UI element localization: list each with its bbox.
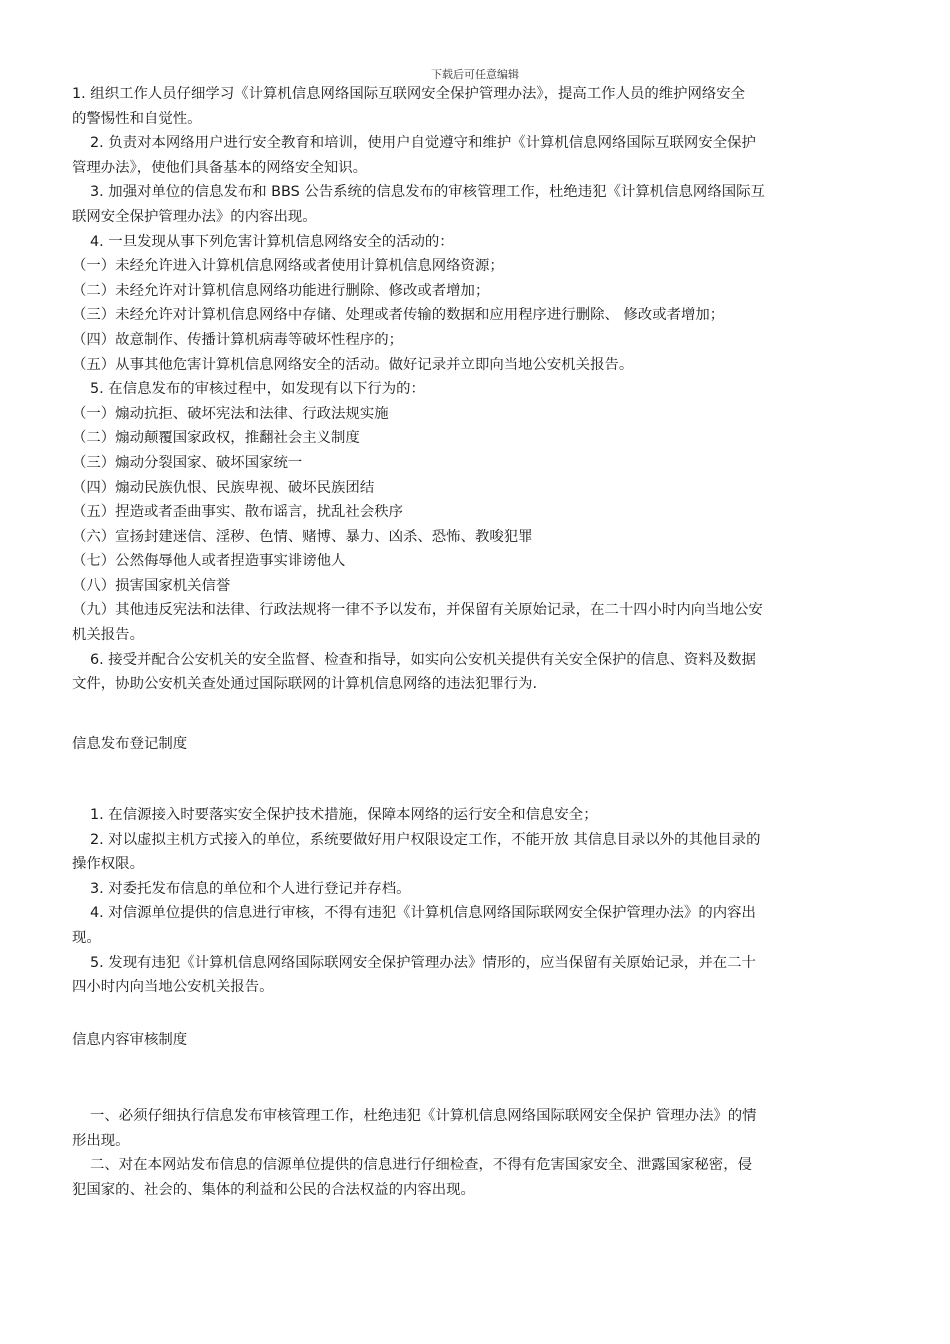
list-item: （二）未经允许对计算机信息网络功能进行删除、修改或者增加； — [72, 282, 490, 299]
list-item: （三）未经允许对计算机信息网络中存储、处理或者传输的数据和应用程序进行删除、 修改或者增加； — [72, 307, 725, 324]
list-item: （四）故意制作、传播计算机病毒等破坏性程序的； — [72, 331, 403, 348]
list-item: 机关报告。 — [72, 627, 144, 644]
paragraph-line: 犯国家的、社会的、集体的利益和公民的合法权益的内容出现。 — [72, 1181, 475, 1198]
list-item: （五）从事其他危害计算机信息网络安全的活动。做好记录并立即向当地公安机关报告。 — [72, 356, 634, 373]
paragraph-line: 联网安全保护管理办法》的内容出现。 — [72, 208, 317, 225]
section-title-registration: 信息发布登记制度 — [72, 736, 188, 752]
paragraph-line: 2. 负责对本网络用户进行安全教育和培训，使用户自觉遵守和维护《计算机信息网络国际互联网安全保护 — [90, 135, 756, 152]
list-item: （四）煽动民族仇恨、民族卑视、破坏民族团结 — [72, 479, 375, 496]
list-item: （八）损害国家机关信誉 — [72, 577, 231, 594]
list-item: （二）煽动颠覆国家政权，推翻社会主义制度 — [72, 430, 360, 447]
paragraph-line: 二、对在本网站发布信息的信源单位提供的信息进行仔细检查，不得有危害国家安全、泄露国家秘密，侵 — [90, 1157, 752, 1174]
paragraph-line: 3. 对委托发布信息的单位和个人进行登记并存档。 — [90, 880, 411, 897]
paragraph-line: 3. 加强对单位的信息发布和 BBS 公告系统的信息发布的审核管理工作，杜绝违犯《计算机信息网络国际互 — [90, 184, 765, 201]
paragraph-line: 管理办法》，使他们具备基本的网络安全知识。 — [72, 159, 368, 176]
paragraph-line: 操作权限。 — [72, 856, 144, 873]
list-item: （一）未经允许进入计算机信息网络或者使用计算机信息网络资源； — [72, 258, 504, 275]
section-security-duties — [72, 82, 880, 697]
paragraph-line: 一、必须仔细执行信息发布审核管理工作，杜绝违犯《计算机信息网络国际联网安全保护 管理办法》的情 — [90, 1108, 757, 1124]
list-item: （五）捏造或者歪曲事实、散布谣言，扰乱社会秩序 — [72, 504, 403, 521]
paragraph-line: 4. 对信源单位提供的信息进行审核，不得有违犯《计算机信息网络国际联网安全保护管理办法》的内容出 — [90, 905, 756, 922]
list-item: （九）其他违反宪法和法律、行政法规将一律不予以发布，并保留有关原始记录，在二十四小时内向当地公安 — [72, 602, 763, 619]
list-item: （三）煽动分裂国家、破坏国家统一 — [72, 454, 303, 471]
paragraph-line: 2. 对以虚拟主机方式接入的单位，系统要做好用户权限设定工作，不能开放 其信息目录以外的其他目录的 — [90, 831, 761, 848]
paragraph-line: 现。 — [72, 929, 101, 946]
list-item: （七）公然侮辱他人或者捏造事实诽谤他人 — [72, 553, 346, 570]
section-title-content-review: 信息内容审核制度 — [72, 1032, 188, 1048]
section-content-review — [72, 1104, 880, 1202]
paragraph-line: 文件，协助公安机关查处通过国际联网的计算机信息网络的违法犯罪行为. — [72, 676, 538, 693]
paragraph-line: 形出现。 — [72, 1132, 130, 1149]
paragraph-line: 1. 组织工作人员仔细学习《计算机信息网络国际互联网安全保护管理办法》，提高工作人员的维护网络安全 — [72, 86, 746, 102]
list-item: （一）煽动抗拒、破坏宪法和法律、行政法规实施 — [72, 405, 389, 422]
paragraph-line: 5. 在信息发布的审核过程中，如发现有以下行为的： — [90, 381, 425, 398]
paragraph-line: 1. 在信源接入时要落实安全保护技术措施，保障本网络的运行安全和信息安全； — [90, 807, 598, 823]
paragraph-line: 5. 发现有违犯《计算机信息网络国际联网安全保护管理办法》情形的，应当保留有关原始记录，并在二十 — [90, 954, 756, 971]
paragraph-line: 的警惕性和自觉性。 — [72, 110, 202, 127]
page-header: 下载后可任意编辑 — [431, 68, 519, 81]
paragraph-line: 四小时内向当地公安机关报告。 — [72, 979, 274, 996]
paragraph-line: 4. 一旦发现从事下列危害计算机信息网络安全的活动的： — [90, 233, 454, 250]
list-item: （六）宣扬封建迷信、淫秽、色情、赌博、暴力、凶杀、恐怖、教唆犯罪 — [72, 528, 533, 545]
section-registration — [72, 803, 880, 1000]
paragraph-line: 6. 接受并配合公安机关的安全监督、检查和指导，如实向公安机关提供有关安全保护的信息、资料及数据 — [90, 651, 756, 668]
